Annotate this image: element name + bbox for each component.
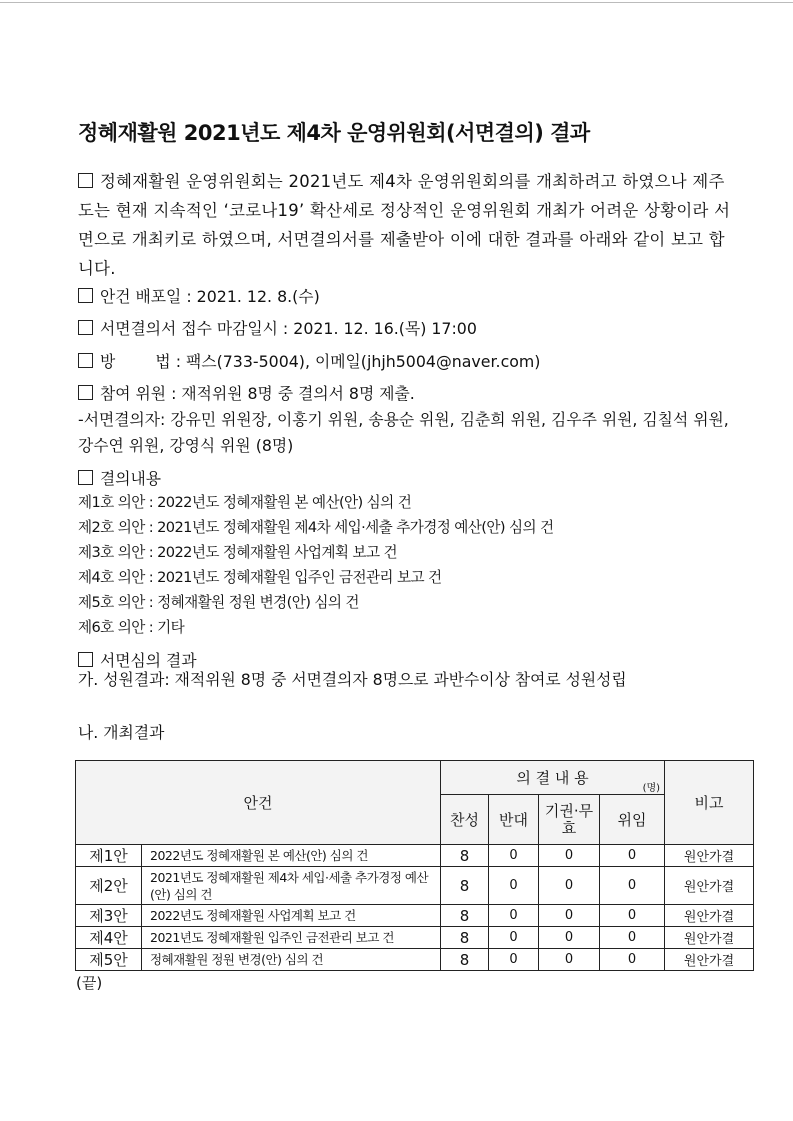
row-subject: 2022년도 정혜재활원 사업계획 보고 건 xyxy=(142,905,441,927)
remark: 원안가결 xyxy=(665,867,754,905)
participants xyxy=(78,381,748,407)
row-number: 제5안 xyxy=(76,949,142,971)
end-mark: (끝) xyxy=(76,974,103,992)
yes-count: 8 xyxy=(441,949,489,971)
delegate-count: 0 xyxy=(600,905,665,927)
table-row xyxy=(76,845,754,867)
delegate-count: 0 xyxy=(600,845,665,867)
row-number: 제4안 xyxy=(76,927,142,949)
yes-count: 8 xyxy=(441,867,489,905)
delegate-count: 0 xyxy=(600,927,665,949)
result-table xyxy=(75,760,754,971)
checkbox-bullet-icon xyxy=(78,385,93,400)
checkbox-bullet-icon xyxy=(78,320,93,335)
table-row xyxy=(76,949,754,971)
checkbox-bullet-icon xyxy=(78,173,93,188)
row-subject: 2021년도 정혜재활원 입주인 금전관리 보고 건 xyxy=(142,927,441,949)
agenda-heading-text: 결의내용 xyxy=(100,469,162,488)
document-title: 정혜재활원 2021년도 제4차 운영위원회(서면결의) 결과 xyxy=(78,121,590,145)
agenda-item-4: 제4호 의안 : 2021년도 정혜재활원 입주인 금전관리 보고 건 xyxy=(78,569,442,586)
row-number: 제2안 xyxy=(76,867,142,905)
remark: 원안가결 xyxy=(665,905,754,927)
header-vote-group xyxy=(441,761,665,795)
participants-detail: -서면결의자: 강유민 위원장, 이홍기 위원, 송용순 위원, 김춘희 위원, 김우주 위원, 김칠석 위원, 강수연 위원, 강영식 위원 (8명) xyxy=(78,410,729,455)
header-delegate: 위임 xyxy=(600,795,665,845)
agenda-heading xyxy=(78,466,748,492)
result-heading-text: 서면심의 결과 xyxy=(100,651,197,670)
table-row xyxy=(76,927,754,949)
row-number: 제3안 xyxy=(76,905,142,927)
row-subject: 2022년도 정혜재활원 본 예산(안) 심의 건 xyxy=(142,845,441,867)
abstain-count: 0 xyxy=(539,867,600,905)
delegate-count: 0 xyxy=(600,949,665,971)
remark: 원안가결 xyxy=(665,927,754,949)
row-subject: 2021년도 정혜재활원 제4차 세입·세출 추가경정 예산(안) 심의 건 xyxy=(142,867,441,905)
quorum-result: 가. 성원결과: 재적위원 8명 중 서면결의자 8명으로 과반수이상 참여로 성원성립 xyxy=(78,670,627,689)
distribution-date xyxy=(78,284,748,310)
no-count: 0 xyxy=(489,845,539,867)
abstain-count: 0 xyxy=(539,927,600,949)
distribution-text: 안건 배포일 : 2021. 12. 8.(수) xyxy=(100,287,320,306)
yes-count: 8 xyxy=(441,905,489,927)
table-row xyxy=(76,867,754,905)
checkbox-bullet-icon xyxy=(78,470,93,485)
delegate-count: 0 xyxy=(600,867,665,905)
header-no: 반대 xyxy=(489,795,539,845)
checkbox-bullet-icon xyxy=(78,652,93,667)
checkbox-bullet-icon xyxy=(78,288,93,303)
scan-top-border xyxy=(0,2,793,3)
method-text: 방 법 : 팩스(733-5004), 이메일(jhjh5004@naver.com) xyxy=(100,352,541,371)
header-agenda: 안건 xyxy=(76,761,441,845)
agenda-item-5: 제5호 의안 : 정혜재활원 정원 변경(안) 심의 건 xyxy=(78,594,359,611)
intro-paragraph xyxy=(78,167,740,283)
abstain-count: 0 xyxy=(539,905,600,927)
row-subject: 정혜재활원 정원 변경(안) 심의 건 xyxy=(142,949,441,971)
header-abstain: 기권·무효 xyxy=(539,795,600,845)
header-remark: 비고 xyxy=(665,761,754,845)
meeting-result-label: 나. 개최결과 xyxy=(78,723,165,742)
row-number: 제1안 xyxy=(76,845,142,867)
unit-label: (명) xyxy=(642,783,661,794)
agenda-item-6: 제6호 의안 : 기타 xyxy=(78,619,185,636)
agenda-item-2: 제2호 의안 : 2021년도 정혜재활원 제4차 세입·세출 추가경정 예산(안) 심의 건 xyxy=(78,519,554,536)
checkbox-bullet-icon xyxy=(78,353,93,368)
yes-count: 8 xyxy=(441,927,489,949)
submission-method xyxy=(78,349,748,375)
deadline-text: 서면결의서 접수 마감일시 : 2021. 12. 16.(목) 17:00 xyxy=(100,319,477,338)
participants-text: 참여 위원 : 재적위원 8명 중 결의서 8명 제출. xyxy=(100,384,415,403)
remark: 원안가결 xyxy=(665,845,754,867)
agenda-item-3: 제3호 의안 : 2022년도 정혜재활원 사업계획 보고 건 xyxy=(78,544,397,561)
abstain-count: 0 xyxy=(539,845,600,867)
table-row xyxy=(76,905,754,927)
no-count: 0 xyxy=(489,927,539,949)
no-count: 0 xyxy=(489,949,539,971)
no-count: 0 xyxy=(489,905,539,927)
abstain-count: 0 xyxy=(539,949,600,971)
vote-group-label: 의 결 내 용 xyxy=(516,769,589,787)
agenda-item-1: 제1호 의안 : 2022년도 정혜재활원 본 예산(안) 심의 건 xyxy=(78,494,412,511)
yes-count: 8 xyxy=(441,845,489,867)
submission-deadline xyxy=(78,316,748,342)
remark: 원안가결 xyxy=(665,949,754,971)
no-count: 0 xyxy=(489,867,539,905)
header-yes: 찬성 xyxy=(441,795,489,845)
intro-text: 정혜재활원 운영위원회는 2021년도 제4차 운영위원회의를 개최하려고 하였으나 제주도는 현재 지속적인 ‘코로나19’ 확산세로 정상적인 운영위원회 개최가 어려운 상황이라 서면으로 개최키로 하였으며, 서면결의서를 제출받아 이에 대한 결과를 아래와 같이 보고 합니다. xyxy=(78,172,731,278)
